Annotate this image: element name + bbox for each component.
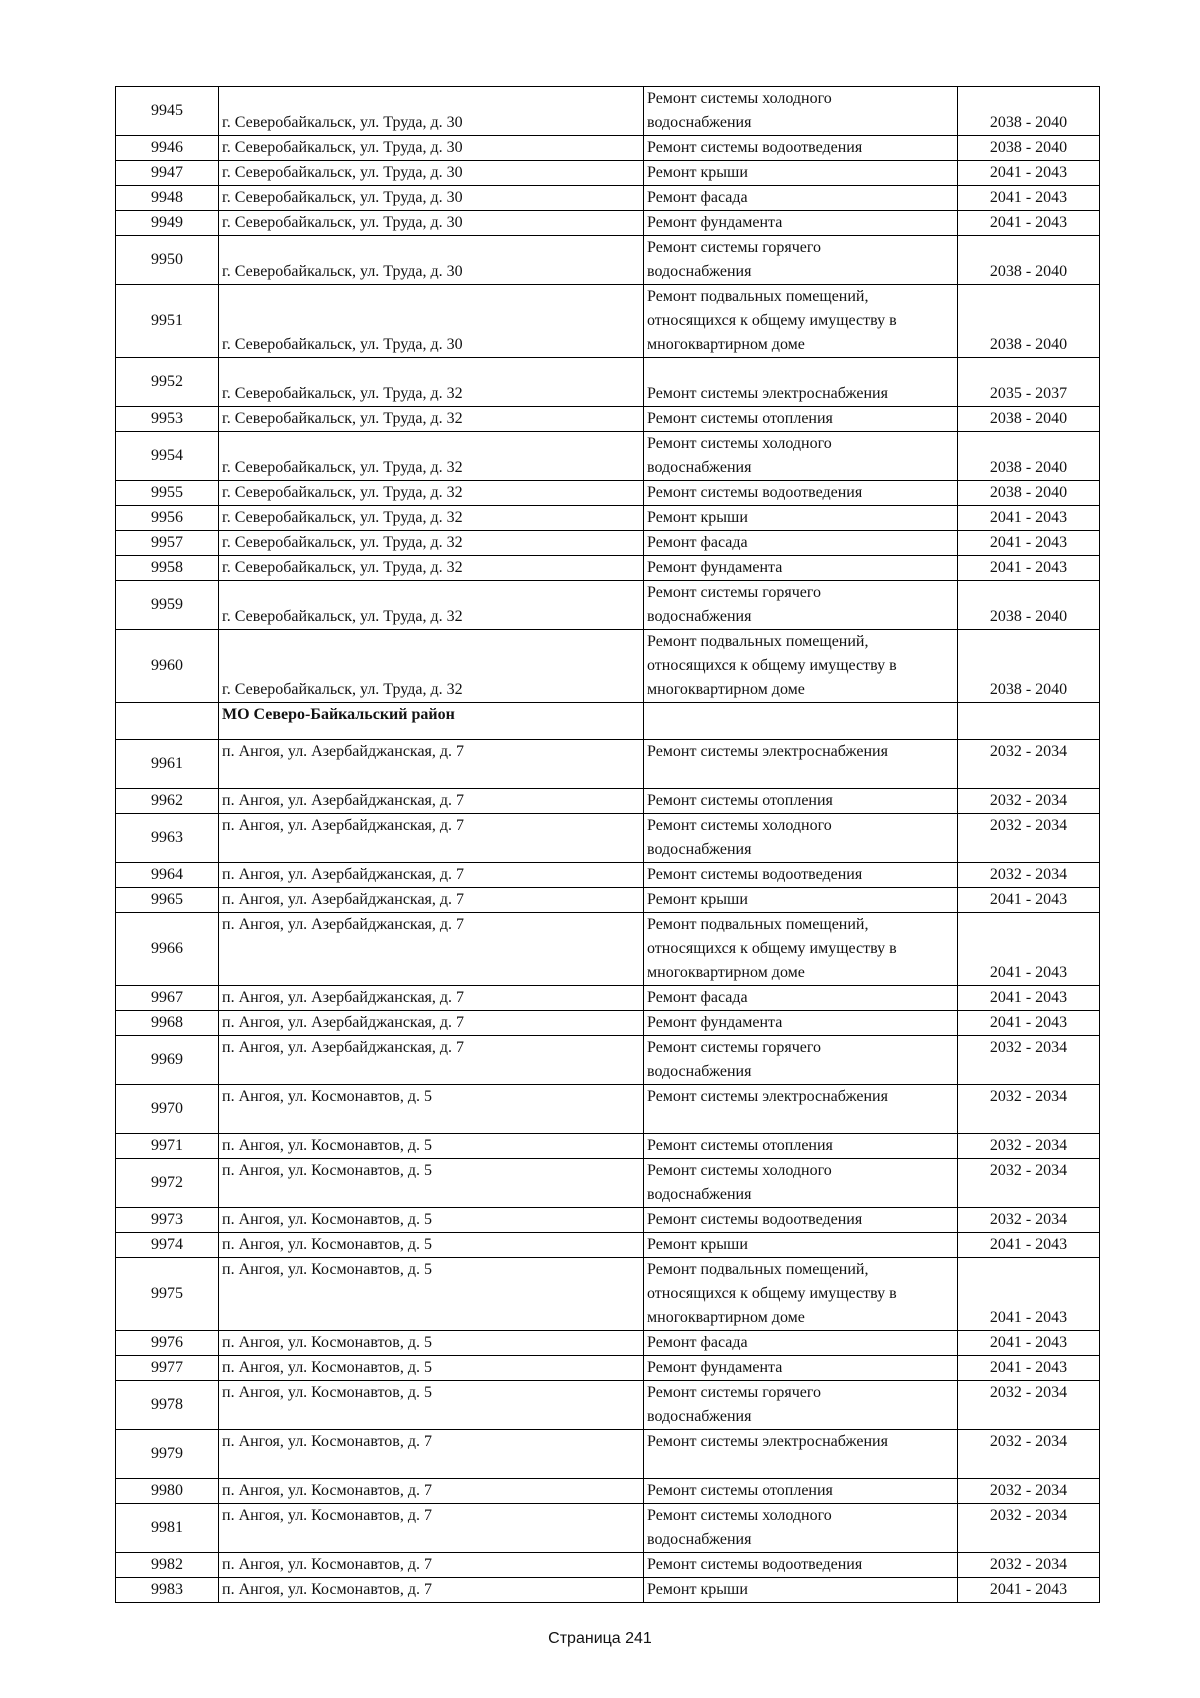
work-type-line: Ремонт фасада (647, 189, 748, 206)
period-cell: 2032 - 2034 (958, 1504, 1100, 1553)
work-type-line: Ремонт крыши (647, 891, 748, 908)
row-number: 9953 (116, 407, 219, 432)
address-cell: п. Ангоя, ул. Азербайджанская, д. 7 (219, 814, 644, 863)
address-cell: г. Северобайкальск, ул. Труда, д. 32 (219, 506, 644, 531)
work-type-line: Ремонт системы водоотведения (647, 1556, 863, 1573)
work-type-line: водоснабжения (647, 1408, 752, 1425)
row-number: 9945 (116, 87, 219, 136)
work-type-line: Ремонт системы электроснабжения (647, 743, 888, 760)
work-type-line: водоснабжения (647, 1186, 752, 1203)
row-number: 9977 (116, 1356, 219, 1381)
work-type-line: Ремонт системы электроснабжения (647, 1088, 888, 1105)
address-cell: п. Ангоя, ул. Космонавтов, д. 5 (219, 1208, 644, 1233)
work-type-line: Ремонт подвальных помещений, (647, 1261, 869, 1278)
address-cell: п. Ангоя, ул. Космонавтов, д. 5 (219, 1134, 644, 1159)
period-cell: 2032 - 2034 (958, 863, 1100, 888)
period-cell: 2032 - 2034 (958, 1381, 1100, 1430)
address-cell: п. Ангоя, ул. Космонавтов, д. 5 (219, 1233, 644, 1258)
work-type-cell (644, 1011, 958, 1036)
page-number: Страница 241 (548, 1630, 652, 1647)
work-type-line: Ремонт системы электроснабжения (647, 385, 888, 402)
period-cell: 2032 - 2034 (958, 740, 1100, 789)
work-type-cell (644, 407, 958, 432)
work-type-cell (644, 1479, 958, 1504)
address-cell: п. Ангоя, ул. Азербайджанская, д. 7 (219, 1011, 644, 1036)
table-row (116, 236, 1100, 285)
work-type-cell (644, 1208, 958, 1233)
table-row (116, 789, 1100, 814)
section-num-cell (116, 703, 219, 740)
address-cell: п. Ангоя, ул. Космонавтов, д. 5 (219, 1159, 644, 1208)
period-cell: 2032 - 2034 (958, 814, 1100, 863)
work-type-line: Ремонт системы отопления (647, 410, 833, 427)
address-cell: п. Ангоя, ул. Космонавтов, д. 7 (219, 1430, 644, 1479)
work-type-cell (644, 87, 958, 136)
work-type-line: Ремонт крыши (647, 1236, 748, 1253)
address-cell: г. Северобайкальск, ул. Труда, д. 32 (219, 481, 644, 506)
table-row (116, 285, 1100, 358)
table-row (116, 407, 1100, 432)
table-row (116, 913, 1100, 986)
work-type-cell (644, 1381, 958, 1430)
work-type-line: водоснабжения (647, 608, 752, 625)
address-cell: п. Ангоя, ул. Азербайджанская, д. 7 (219, 1036, 644, 1085)
table-row (116, 1134, 1100, 1159)
period-cell: 2041 - 2043 (958, 186, 1100, 211)
row-number: 9978 (116, 1381, 219, 1430)
table-row (116, 531, 1100, 556)
work-type-cell (644, 481, 958, 506)
row-number: 9980 (116, 1479, 219, 1504)
period-cell: 2041 - 2043 (958, 1578, 1100, 1603)
row-number: 9954 (116, 432, 219, 481)
table-row (116, 556, 1100, 581)
work-type-line: Ремонт крыши (647, 509, 748, 526)
period-cell: 2038 - 2040 (958, 285, 1100, 358)
work-type-line: Ремонт фундамента (647, 214, 783, 231)
work-type-line: Ремонт фасада (647, 1334, 748, 1351)
section-title: МО Северо-Байкальский район (219, 703, 644, 740)
row-number: 9973 (116, 1208, 219, 1233)
table-row (116, 1258, 1100, 1331)
period-cell: 2032 - 2034 (958, 1553, 1100, 1578)
address-cell: п. Ангоя, ул. Космонавтов, д. 5 (219, 1085, 644, 1134)
table-row (116, 1331, 1100, 1356)
row-number: 9974 (116, 1233, 219, 1258)
address-cell: п. Ангоя, ул. Азербайджанская, д. 7 (219, 986, 644, 1011)
work-type-cell (644, 740, 958, 789)
row-number: 9963 (116, 814, 219, 863)
work-type-cell (644, 1430, 958, 1479)
address-cell: п. Ангоя, ул. Азербайджанская, д. 7 (219, 888, 644, 913)
work-type-line: Ремонт системы холодного (647, 435, 832, 452)
period-cell: 2041 - 2043 (958, 211, 1100, 236)
row-number: 9960 (116, 630, 219, 703)
row-number: 9983 (116, 1578, 219, 1603)
table-row (116, 1159, 1100, 1208)
work-type-line: Ремонт системы холодного (647, 1507, 832, 1524)
table-row (116, 1504, 1100, 1553)
address-cell: г. Северобайкальск, ул. Труда, д. 30 (219, 211, 644, 236)
table-body (116, 87, 1100, 1603)
address-cell: г. Северобайкальск, ул. Труда, д. 32 (219, 358, 644, 407)
work-type-line: Ремонт системы электроснабжения (647, 1433, 888, 1450)
work-type-line: Ремонт крыши (647, 1581, 748, 1598)
address-cell: п. Ангоя, ул. Азербайджанская, д. 7 (219, 863, 644, 888)
row-number: 9959 (116, 581, 219, 630)
work-type-line: водоснабжения (647, 114, 752, 131)
period-cell: 2038 - 2040 (958, 87, 1100, 136)
work-type-line: Ремонт фасада (647, 989, 748, 1006)
work-type-cell (644, 432, 958, 481)
period-cell: 2041 - 2043 (958, 531, 1100, 556)
address-cell: п. Ангоя, ул. Азербайджанская, д. 7 (219, 740, 644, 789)
row-number: 9972 (116, 1159, 219, 1208)
table-row (116, 1208, 1100, 1233)
work-type-line: Ремонт подвальных помещений, (647, 288, 869, 305)
work-type-line: Ремонт подвальных помещений, (647, 633, 869, 650)
table-row (116, 1356, 1100, 1381)
address-cell: п. Ангоя, ул. Азербайджанская, д. 7 (219, 913, 644, 986)
period-cell: 2041 - 2043 (958, 506, 1100, 531)
period-cell: 2041 - 2043 (958, 1331, 1100, 1356)
period-cell: 2041 - 2043 (958, 1258, 1100, 1331)
row-number: 9965 (116, 888, 219, 913)
work-type-line: Ремонт системы горячего (647, 239, 822, 256)
period-cell: 2035 - 2037 (958, 358, 1100, 407)
work-type-line: Ремонт системы водоотведения (647, 866, 863, 883)
work-type-line: водоснабжения (647, 1531, 752, 1548)
period-cell: 2041 - 2043 (958, 1356, 1100, 1381)
work-type-line: водоснабжения (647, 1063, 752, 1080)
row-number: 9947 (116, 161, 219, 186)
work-type-line: Ремонт системы водоотведения (647, 1211, 863, 1228)
period-cell: 2032 - 2034 (958, 1036, 1100, 1085)
period-cell: 2038 - 2040 (958, 136, 1100, 161)
table-row (116, 506, 1100, 531)
address-cell: г. Северобайкальск, ул. Труда, д. 32 (219, 581, 644, 630)
table-row (116, 358, 1100, 407)
work-type-line: относящихся к общему имуществу в (647, 940, 897, 957)
period-cell: 2041 - 2043 (958, 1233, 1100, 1258)
work-type-cell (644, 789, 958, 814)
row-number: 9949 (116, 211, 219, 236)
work-type-cell (644, 1085, 958, 1134)
period-cell: 2038 - 2040 (958, 481, 1100, 506)
row-number: 9968 (116, 1011, 219, 1036)
address-cell: г. Северобайкальск, ул. Труда, д. 32 (219, 432, 644, 481)
table-row (116, 87, 1100, 136)
work-type-line: Ремонт фундамента (647, 559, 783, 576)
work-type-line: Ремонт системы горячего (647, 584, 822, 601)
work-type-line: Ремонт системы горячего (647, 1039, 822, 1056)
work-type-line: многоквартирном доме (647, 681, 805, 698)
section-work-cell (644, 703, 958, 740)
work-type-cell (644, 161, 958, 186)
work-type-cell (644, 1036, 958, 1085)
work-type-line: Ремонт системы водоотведения (647, 484, 863, 501)
work-type-line: Ремонт фундамента (647, 1359, 783, 1376)
period-cell: 2032 - 2034 (958, 1208, 1100, 1233)
work-type-line: Ремонт фундамента (647, 1014, 783, 1031)
work-type-cell (644, 358, 958, 407)
row-number: 9970 (116, 1085, 219, 1134)
work-type-cell (644, 136, 958, 161)
table-row (116, 1233, 1100, 1258)
work-type-cell (644, 1578, 958, 1603)
row-number: 9971 (116, 1134, 219, 1159)
work-type-cell (644, 1134, 958, 1159)
row-number: 9957 (116, 531, 219, 556)
row-number: 9952 (116, 358, 219, 407)
work-type-line: относящихся к общему имуществу в (647, 312, 897, 329)
address-cell: г. Северобайкальск, ул. Труда, д. 30 (219, 87, 644, 136)
period-cell: 2032 - 2034 (958, 1085, 1100, 1134)
address-cell: г. Северобайкальск, ул. Труда, д. 32 (219, 630, 644, 703)
work-type-cell (644, 1258, 958, 1331)
work-type-line: Ремонт крыши (647, 164, 748, 181)
work-type-cell (644, 186, 958, 211)
work-type-cell (644, 236, 958, 285)
period-cell: 2041 - 2043 (958, 888, 1100, 913)
work-type-line: Ремонт фасада (647, 534, 748, 551)
address-cell: п. Ангоя, ул. Космонавтов, д. 7 (219, 1479, 644, 1504)
work-type-line: Ремонт системы отопления (647, 792, 833, 809)
table-row (116, 1553, 1100, 1578)
period-cell: 2041 - 2043 (958, 161, 1100, 186)
work-type-line: водоснабжения (647, 263, 752, 280)
work-type-line: Ремонт системы горячего (647, 1384, 822, 1401)
row-number: 9946 (116, 136, 219, 161)
work-type-line: относящихся к общему имуществу в (647, 1285, 897, 1302)
address-cell: г. Северобайкальск, ул. Труда, д. 30 (219, 285, 644, 358)
work-type-cell (644, 1553, 958, 1578)
repair-schedule-table (115, 86, 1100, 1603)
period-cell: 2038 - 2040 (958, 432, 1100, 481)
row-number: 9979 (116, 1430, 219, 1479)
table-row (116, 1381, 1100, 1430)
address-cell: г. Северобайкальск, ул. Труда, д. 30 (219, 236, 644, 285)
period-cell: 2038 - 2040 (958, 581, 1100, 630)
row-number: 9948 (116, 186, 219, 211)
work-type-cell (644, 986, 958, 1011)
section-header-row (116, 703, 1100, 740)
table-row (116, 432, 1100, 481)
work-type-cell (644, 814, 958, 863)
address-cell: г. Северобайкальск, ул. Труда, д. 32 (219, 531, 644, 556)
row-number: 9950 (116, 236, 219, 285)
address-cell: п. Ангоя, ул. Космонавтов, д. 5 (219, 1258, 644, 1331)
section-period-cell (958, 703, 1100, 740)
row-number: 9966 (116, 913, 219, 986)
period-cell: 2038 - 2040 (958, 236, 1100, 285)
work-type-cell (644, 1331, 958, 1356)
address-cell: г. Северобайкальск, ул. Труда, д. 30 (219, 161, 644, 186)
table-row (116, 740, 1100, 789)
address-cell: п. Ангоя, ул. Космонавтов, д. 5 (219, 1381, 644, 1430)
period-cell: 2038 - 2040 (958, 630, 1100, 703)
work-type-line: Ремонт системы отопления (647, 1482, 833, 1499)
work-type-cell (644, 581, 958, 630)
address-cell: п. Ангоя, ул. Космонавтов, д. 5 (219, 1331, 644, 1356)
period-cell: 2032 - 2034 (958, 1430, 1100, 1479)
row-number: 9969 (116, 1036, 219, 1085)
work-type-cell (644, 630, 958, 703)
period-cell: 2041 - 2043 (958, 556, 1100, 581)
table-row (116, 481, 1100, 506)
work-type-line: многоквартирном доме (647, 336, 805, 353)
work-type-cell (644, 913, 958, 986)
work-type-line: водоснабжения (647, 459, 752, 476)
table-row (116, 814, 1100, 863)
address-cell: г. Северобайкальск, ул. Труда, д. 32 (219, 556, 644, 581)
work-type-cell (644, 1159, 958, 1208)
table-row (116, 888, 1100, 913)
table-row (116, 211, 1100, 236)
table-row (116, 1011, 1100, 1036)
row-number: 9964 (116, 863, 219, 888)
address-cell: г. Северобайкальск, ул. Труда, д. 32 (219, 407, 644, 432)
row-number: 9976 (116, 1331, 219, 1356)
work-type-line: многоквартирном доме (647, 1309, 805, 1326)
work-type-cell (644, 285, 958, 358)
table-row (116, 1430, 1100, 1479)
work-type-line: многоквартирном доме (647, 964, 805, 981)
table-row (116, 1479, 1100, 1504)
table-row (116, 863, 1100, 888)
row-number: 9981 (116, 1504, 219, 1553)
period-cell: 2038 - 2040 (958, 407, 1100, 432)
address-cell: п. Ангоя, ул. Азербайджанская, д. 7 (219, 789, 644, 814)
row-number: 9982 (116, 1553, 219, 1578)
table-row (116, 1578, 1100, 1603)
table-row (116, 136, 1100, 161)
table-row (116, 986, 1100, 1011)
period-cell: 2041 - 2043 (958, 913, 1100, 986)
work-type-line: относящихся к общему имуществу в (647, 657, 897, 674)
row-number: 9951 (116, 285, 219, 358)
work-type-cell (644, 506, 958, 531)
work-type-line: Ремонт системы холодного (647, 817, 832, 834)
work-type-cell (644, 1504, 958, 1553)
address-cell: п. Ангоя, ул. Космонавтов, д. 7 (219, 1553, 644, 1578)
work-type-cell (644, 888, 958, 913)
work-type-line: Ремонт подвальных помещений, (647, 916, 869, 933)
row-number: 9958 (116, 556, 219, 581)
work-type-cell (644, 211, 958, 236)
work-type-cell (644, 1356, 958, 1381)
work-type-line: Ремонт системы холодного (647, 1162, 832, 1179)
period-cell: 2032 - 2034 (958, 1134, 1100, 1159)
period-cell: 2032 - 2034 (958, 1479, 1100, 1504)
address-cell: п. Ангоя, ул. Космонавтов, д. 5 (219, 1356, 644, 1381)
address-cell: п. Ангоя, ул. Космонавтов, д. 7 (219, 1504, 644, 1553)
work-type-line: Ремонт системы водоотведения (647, 139, 863, 156)
address-cell: п. Ангоя, ул. Космонавтов, д. 7 (219, 1578, 644, 1603)
row-number: 9955 (116, 481, 219, 506)
table-row (116, 1085, 1100, 1134)
work-type-cell (644, 556, 958, 581)
work-type-cell (644, 863, 958, 888)
address-cell: г. Северобайкальск, ул. Труда, д. 30 (219, 136, 644, 161)
work-type-line: водоснабжения (647, 841, 752, 858)
table-row (116, 581, 1100, 630)
table-row (116, 161, 1100, 186)
period-cell: 2032 - 2034 (958, 1159, 1100, 1208)
period-cell: 2041 - 2043 (958, 986, 1100, 1011)
period-cell: 2032 - 2034 (958, 789, 1100, 814)
table-row (116, 186, 1100, 211)
period-cell: 2041 - 2043 (958, 1011, 1100, 1036)
table-row (116, 1036, 1100, 1085)
table-row (116, 630, 1100, 703)
row-number: 9961 (116, 740, 219, 789)
work-type-line: Ремонт системы холодного (647, 90, 832, 107)
row-number: 9962 (116, 789, 219, 814)
row-number: 9975 (116, 1258, 219, 1331)
row-number: 9956 (116, 506, 219, 531)
work-type-line: Ремонт системы отопления (647, 1137, 833, 1154)
address-cell: г. Северобайкальск, ул. Труда, д. 30 (219, 186, 644, 211)
row-number: 9967 (116, 986, 219, 1011)
work-type-cell (644, 1233, 958, 1258)
work-type-cell (644, 531, 958, 556)
